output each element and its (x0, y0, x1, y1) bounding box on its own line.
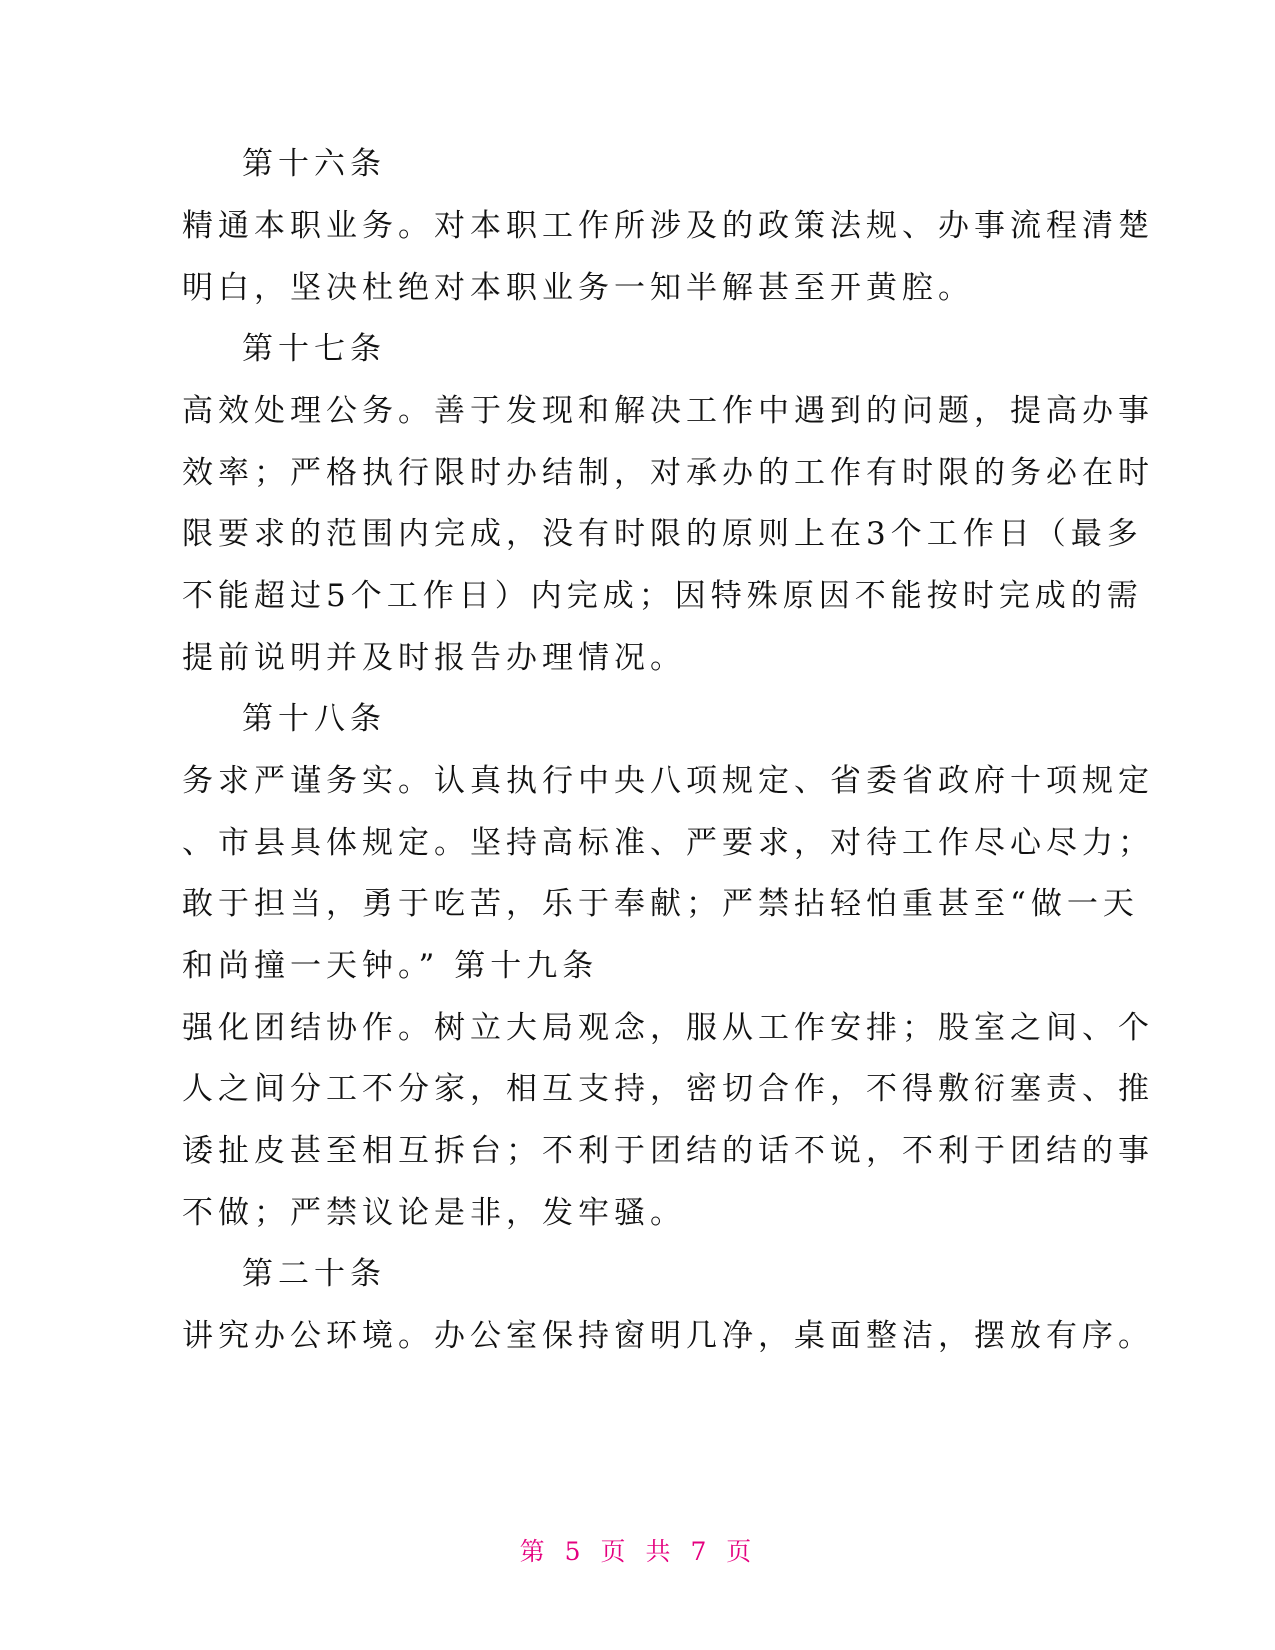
body-line: 高效处理公务。善于发现和解决工作中遇到的问题，提高办事 (182, 393, 1154, 429)
body-line: 限要求的范围内完成，没有时限的原则上在3个工作日（最多 (182, 516, 1143, 552)
article-heading-18: 第十八条 (242, 701, 386, 737)
body-line: 提前说明并及时报告办理情况。 (182, 640, 686, 676)
footer-prefix: 第 (519, 1537, 549, 1566)
article-heading-16: 第十六条 (242, 146, 386, 182)
body-line: 讲究办公环境。办公室保持窗明几净，桌面整洁，摆放有序。 (182, 1318, 1154, 1354)
body-line-with-heading-19: 和尚撞一天钟。” 第十九条 (182, 948, 599, 984)
body-line: 诿扯皮甚至相互拆台；不利于团结的话不说，不利于团结的事 (182, 1133, 1154, 1169)
body-line: 不能超过5个工作日）内完成；因特殊原因不能按时完成的需 (182, 578, 1143, 614)
body-line: 、市县具体规定。坚持高标准、严要求，对待工作尽心尽力； (182, 825, 1154, 861)
body-line: 敢于担当，勇于吃苦，乐于奉献；严禁拈轻怕重甚至“做一天 (182, 886, 1139, 922)
footer-current-page: 5 (564, 1537, 585, 1566)
body-line: 人之间分工不分家，相互支持，密切合作，不得敷衍塞责、推 (182, 1071, 1154, 1107)
body-line: 效率；严格执行限时办结制，对承办的工作有时限的务必在时 (182, 455, 1154, 491)
footer-suffix: 页 (726, 1537, 756, 1566)
article-heading-20: 第二十条 (242, 1256, 386, 1292)
footer-total-prefix: 共 (645, 1537, 675, 1566)
body-line: 不做；严禁议论是非，发牢骚。 (182, 1195, 686, 1231)
body-line: 明白，坚决杜绝对本职业务一知半解甚至开黄腔。 (182, 270, 974, 306)
footer-total-pages: 7 (690, 1537, 711, 1566)
body-line: 强化团结协作。树立大局观念，服从工作安排；股室之间、个 (182, 1010, 1154, 1046)
footer-page-word: 页 (600, 1537, 630, 1566)
body-line: 精通本职业务。对本职工作所涉及的政策法规、办事流程清楚 (182, 208, 1154, 244)
body-line: 务求严谨务实。认真执行中央八项规定、省委省政府十项规定 (182, 763, 1154, 799)
article-heading-17: 第十七条 (242, 331, 386, 367)
page-footer (0, 1532, 1275, 1568)
